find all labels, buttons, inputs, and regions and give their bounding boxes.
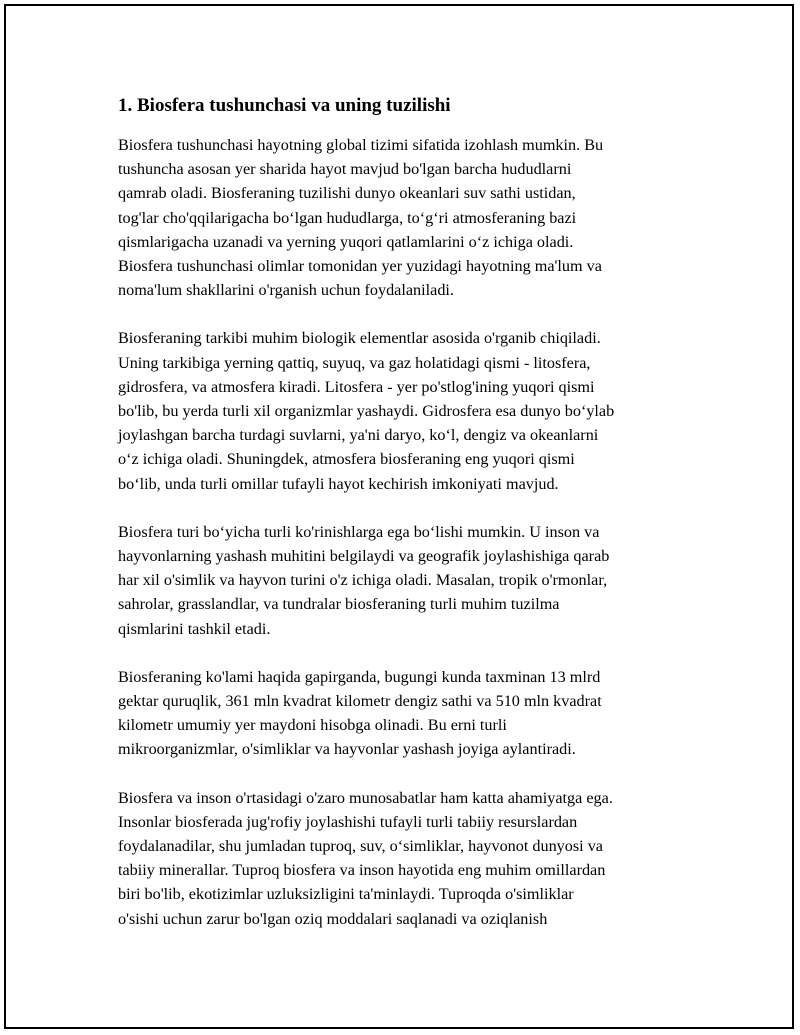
text-line: Uning tarkibiga yerning qattiq, suyuq, va gaz holatidagi qismi - litosfera, (118, 353, 591, 372)
text-line: tabiiy minerallar. Tuproq biosfera va inson hayotida eng muhim omillardan (118, 861, 606, 880)
text-line: mikroorganizmlar, o'simliklar va hayvonlar yashash joyiga aylantiradi. (118, 740, 576, 759)
text-line: kilometr umumiy yer maydoni hisobga olinadi. Bu erni turli (118, 716, 507, 735)
text-line: o'sishi uchun zarur bo'lgan oziq moddalari saqlanadi va oziqlanish (118, 909, 548, 928)
text-line: o‘z ichiga oladi. Shuningdek, atmosfera biosferaning eng yuqori qismi (118, 450, 575, 469)
text-line: har xil o'simlik va hayvon turini o'z ichiga oladi. Masalan, tropik o'rmonlar, (118, 571, 608, 590)
text-line: tog'lar cho'qqilarigacha bo‘lgan hududlarga, to‘g‘ri atmosferaning bazi (118, 208, 577, 227)
text-line: Biosfera va inson o'rtasidagi o'zaro munosabatlar ham katta ahamiyatga ega. (118, 788, 613, 807)
section-heading: 1. Biosfera tushunchasi va uning tuzilishi (118, 95, 451, 116)
text-line: noma'lum shakllarini o'rganish uchun foydalaniladi. (118, 281, 454, 300)
text-line: qamrab oladi. Biosferaning tuzilishi dunyo okeanlari suv sathi ustidan, (118, 184, 576, 203)
text-line: gidrosfera, va atmosfera kiradi. Litosfera - yer po'stlog'ining yuqori qismi (118, 377, 595, 396)
paragraph-4 (118, 665, 718, 762)
text-line: Insonlar biosferada jug'rofiy joylashishi tufayli turli tabiiy resurslardan (118, 812, 578, 831)
text-line: bo'lib, bu yerda turli xil organizmlar yashaydi. Gidrosfera esa dunyo bo‘ylab (118, 402, 615, 421)
text-line: Biosferaning ko'lami haqida gapirganda, bugungi kunda taxminan 13 mlrd (118, 667, 601, 686)
paragraph-1 (118, 133, 718, 302)
text-line: sahrolar, grasslandlar, va tundralar biosferaning turli muhim tuzilma (118, 595, 560, 614)
text-line: joylashgan barcha turdagi suvlarni, ya'ni daryo, ko‘l, dengiz va okeanlarni (118, 426, 599, 445)
text-line: Biosferaning tarkibi muhim biologik elementlar asosida o'rganib chiqiladi. (118, 329, 601, 348)
document-body (118, 92, 718, 955)
text-line: qismlarini tashkil etadi. (118, 619, 271, 638)
text-line: Biosfera tushunchasi hayotning global tizimi sifatida izohlash mumkin. Bu (118, 136, 604, 154)
paragraph-5 (118, 786, 718, 931)
text-line: biri bo'lib, ekotizimlar uzluksizligini ta'minlaydi. Tuproqda o'simliklar (118, 885, 574, 904)
text-line: bo‘lib, unda turli omillar tufayli hayot kechirish imkoniyati mavjud. (118, 474, 559, 493)
text-line: tushuncha asosan yer sharida hayot mavjud bo'lgan barcha hududlarni (118, 160, 572, 179)
text-line: Biosfera tushunchasi olimlar tomonidan yer yuzidagi hayotning ma'lum va (118, 257, 602, 276)
paragraph-3 (118, 520, 718, 641)
paragraph-2 (118, 326, 718, 495)
text-line: hayvonlarning yashash muhitini belgilaydi va geografik joylashishiga qarab (118, 547, 610, 566)
text-line: qismlarigacha uzanadi va yerning yuqori qatlamlarini o‘z ichiga oladi. (118, 232, 574, 251)
text-line: Biosfera turi bo‘yicha turli ko'rinishlarga ega bo‘lishi mumkin. U inson va (118, 522, 600, 541)
text-line: foydalanadilar, shu jumladan tuproq, suv, o‘simliklar, hayvonot dunyosi va (118, 837, 603, 856)
text-line: gektar quruqlik, 361 mln kvadrat kilometr dengiz sathi va 510 mln kvadrat (118, 692, 602, 711)
